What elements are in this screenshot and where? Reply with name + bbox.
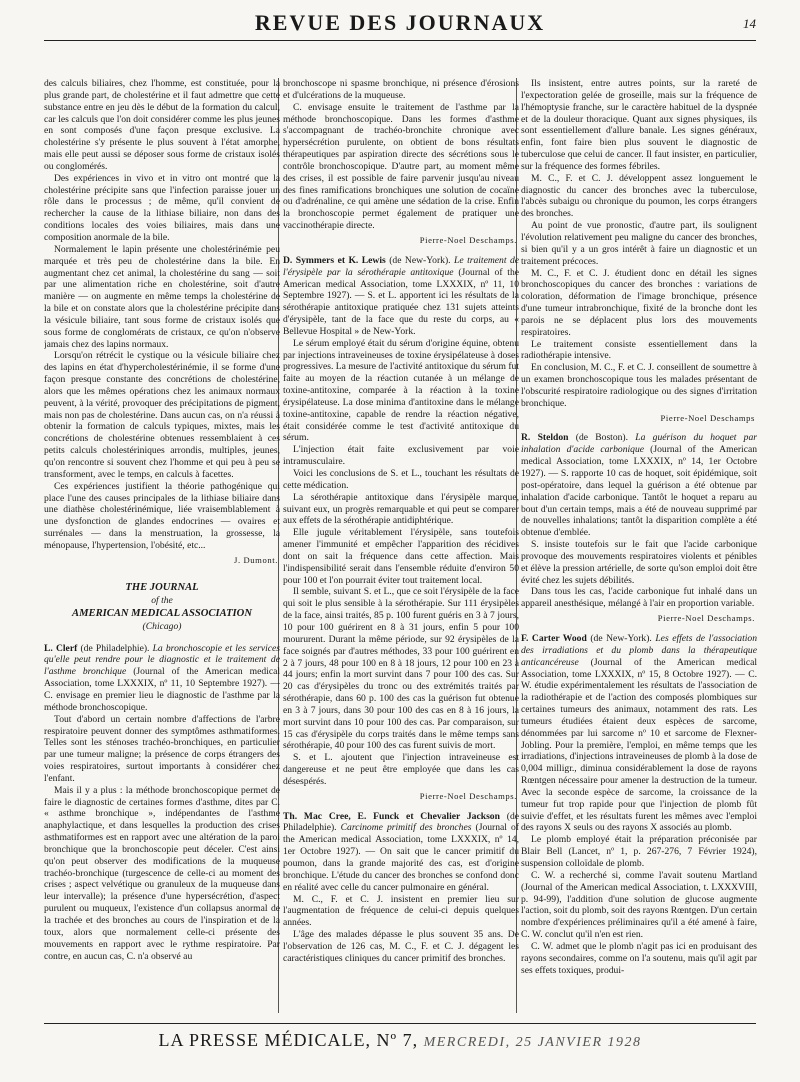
paragraph: Des expériences in vivo et in vitro ont montré que la cholestérine précipite sans que l'infection paraisse jouer un rôle dans le processus ; de même, qu'il convient de rechercher la cause de la lithiase biliaire, non dans des conditions locales des voies biliaires, mais dans une composition anormale de la bile. xyxy=(44,172,280,243)
journal-of: of the xyxy=(151,594,173,606)
article-reference: (Journal of the American medical Association, tome LXXXIX, nº 11, 10 Septembre 1927). — C. envisage en premier lieu le diagnostic de l'asthme par la méthode bronchoscopique. xyxy=(44,666,280,713)
article-reference: (Journal of the American medical Association, tome LXXXIX, nº 11, 10 Septembre 1927). — S. et L. apportent ici les résultats de la sérothérapie antitoxique pratiquée chez 131 sujets atteints d'érysipèle, tant de la face que du reste du corps, au « Bellevue Hospital » de New-York. xyxy=(283,266,519,337)
journal-association: AMERICAN MEDICAL ASSOCIATION xyxy=(72,607,252,619)
paragraph: L'âge des malades dépasse le plus souvent 35 ans. De l'observation de 126 cas, M. C., F. et C. J. dégagent les caractéristiques cliniques du cancer primitif des bronches. xyxy=(283,929,519,964)
paragraph: M. C., F. et C. J. étudient donc en détail les signes bronchoscopiques du cancer des bronches : variations de coloration, déformation de l'image bronchique, présence d'une tumeur intrabronchique, fixité de la bronche dont les parois ne se déplacent plus lors des mouvements respiratoires. xyxy=(521,267,757,338)
paragraph: M. C., F. et C. J. développent assez longuement le diagnostic du cancer des bronches avec la tuberculose, l'abcès subaigu ou chronique du poumon, les corps étrangers des bronches. xyxy=(521,172,757,220)
paragraph: Ces expériences justifient la théorie pathogénique qui place l'une des causes principales de la lithiase biliaire dans une diathèse cholestérinémique, liée vraisemblablement à une dysfonction de glandes endocrines — ovaires et surrénales — dans la menstruation, la grossesse, la ménopause, l'hypertension, l'obésité, etc... xyxy=(44,480,280,551)
article-reference: (Journal of the American medical Association, tome LXXXIX, nº 14, 1er Octobre 1927). — On sait que le cancer primitif du poumon, dans la grande majorité des cas, est d'origine bronchique. L'étude du cancer des bronches se confond donc en réalité avec celle du cancer pulmonaire en général. xyxy=(283,822,519,893)
paragraph: Ils insistent, entre autres points, sur la rareté de l'expectoration gelée de groseille, mais sur la fréquence de l'hémoptysie franche, sur le caractère habituel de la dyspnée et de la douleur thoracique. Quant aux signes physiques, ils sont essentiellement d'allure banale. Les signes généraux, enfin, font faire bien plus souvent le diagnostic de tuberculose que celui de cancer. Il faut insister, en particulier, sur la fréquence des formes fébriles. xyxy=(521,78,757,172)
article-reference: (Journal of the American medical Association, tome LXXXIX, nº 14, 1er Octobre 1927). — S. rapporte 10 cas de hoquet, soit épidémique, soit post-opératoire, dans lequel la guérison a été obtenue par inhalation d'acide carbonique. Tantôt le hoquet a reparu au bout d'un certain temps, mais a été de nouveau supprimé par de nouvelles inhalations; tantôt la disparition complète a été obtenue d'emblée. xyxy=(521,444,757,539)
article-author: Th. Mac Cree, E. Funck et Chevalier Jackson xyxy=(283,810,500,822)
article-author: R. Steldon xyxy=(521,432,569,444)
article-author: F. Carter Wood xyxy=(521,632,587,644)
article-city: (de New-York). xyxy=(590,632,652,644)
header-rule xyxy=(44,40,756,41)
paragraph: S. insiste toutefois sur le fait que l'acide carbonique provoque des mouvements respiratoires violents et pénibles et élève la pression artérielle, de sorte qu'son emploi doit être évité chez les sujets débilités. xyxy=(521,539,757,586)
page-footer xyxy=(44,1030,756,1060)
author-signature: Pierre-Noel Deschamps. xyxy=(419,790,517,801)
paragraph: Lorsqu'on rétrécit le cystique ou la vésicule biliaire chez des lapins en état d'hypercholestérinémie, il se forme d'une façon presque constante des concrétions de cholestérine, alors que les mêmes opérations chez les animaux normaux peuvent, à la vérité, provoquer des précipitations de pigment, mais non pas de cholestérine. Dans aucun cas, on n'a réussi à obtenir la formation de calculs typiques, mixtes, mais les concrétions de cholestérine obtenues ressemblaient à ces petits calculs cholestériniques arrondis, multiples, jeunes, qu'on rencontre si souvent chez l'homme et qui peu à peu se transforment, avec le temps, en calculs à facettes. xyxy=(44,350,280,480)
journal-city: (Chicago) xyxy=(142,620,182,632)
article-title: La guérison du hoquet par inhalation d'acide carbonique xyxy=(521,432,757,456)
paragraph: des calculs biliaires, chez l'homme, est constituée, pour la plus grande part, de cholestérine et il faut admettre que cette substance entre en jeu dès le début de la formation du calcul, car les calculs que l'on doit considérer comme les plus jeunes en sont composés d'une façon presque exclusive. La cholestérine s'y présente le plus souvent à l'état amorphe, mais elle peut aussi se déposer sous forme de cristaux isolés ou conglomérés. xyxy=(44,78,280,172)
column-3 xyxy=(521,78,757,1013)
author-signature: Pierre-Noel Deschamps. xyxy=(419,234,517,245)
paragraph: bronchoscope ni spasme bronchique, ni présence d'érosions et d'ulcérations de la muqueuse. xyxy=(283,78,519,101)
column-1 xyxy=(44,78,280,1013)
paragraph: C. W. admet que le plomb n'agit pas ici en produisant des rayons secondaires, comme on l'a soutenu, mais qu'il agit par ses effets toxiques, produi- xyxy=(521,940,757,976)
paragraph: Tout d'abord un certain nombre d'affections de l'arbre respiratoire peuvent donner des symptômes asthmatiformes. Telles sont les sténoses trachéo-bronchiques, en particulier par une tumeur maligne; la présence de corps étrangers des voies respiratoires, surtout importants à considérer chez l'enfant. xyxy=(44,713,280,784)
footer-rule xyxy=(44,1023,756,1024)
paragraph: Elle jugule véritablement l'érysipèle, sans toutefois amener l'immunité et empêcher l'apparition des récidives dont on sait la fréquence dans cette affection. Mais l'indispensibilité serait dans l'ensemble réduite d'environ 50 pour 100 et l'on pourrait éviter tout traitement local. xyxy=(283,527,519,586)
paragraph: Il semble, suivant S. et L., que ce soit l'érysipèle de la face qui soit le plus sensible à la sérothérapie. Sur 111 érysipèles de la face, ainsi traités, 85 p. 100 furent guéris en 3 à 7 jours, 10 pour 100 guérirent en 8 à 31 jours, enfin 5 pour 100 moururent. Durant la même période, sur 92 érysipèles de la face soignés par d'autres méthodes, 33 pour 100 guérirent en 2 à 7 jours, 48 pour 100 en 8 à 18 jours, 12 pour 100 en 23 à 44 jours; enfin la mort survint dans 7 pour 100 des cas. Sur 20 cas d'érysipèles du tronc ou des extrémités traités par sérothérapie, dans 60 p. 100 des cas la guérison fut obtenue en 3 à 7 jours, dans 30 pour 100 des cas en 8 à 16 jours, la mort survint dans 10 pour 100 des cas. Par comparaison, sur 15 cas d'érysipèle du corps traités dans le même temps sans sérothérapie, 40 pour 100 des cas furent suivis de mort. xyxy=(283,586,519,752)
article-abstract xyxy=(521,432,757,539)
journal-heading xyxy=(44,581,280,633)
paragraph: En conclusion, M. C., F. et C. J. conseillent de soumettre à un examen bronchoscopique tous les malades présentant de l'obscurité respiratoire radiologique ou des signes d'irritation bronchique. xyxy=(521,362,757,409)
paragraph: C. W. a recherché si, comme l'avait soutenu Martland (Journal of the American medical Association, t. LXXXVIII, p. 94-99), l'addition d'une solution de glucose augmente l'action, soit du plomb, soit des rayons Rœntgen. D'un certain nombre d'expériences préliminaires qu'il a été amené à faire, C. W. conclut qu'il n'en est rien. xyxy=(521,869,757,941)
article-reference: (Journal of the American medical Association, tome LXXXIX, nº 15, 8 Octobre 1927). — C. W. étudie expérimentalement les résultats de l'association de la radiothérapie et de l'action des composés plombiques sur certaines tumeurs des animaux, notamment des rats. Les tumeurs étudiées étaient deux espèces de sarcome, dénommées par lui sarcome nº 10 et sarcome de Flexner-Jobling. Pour la première, l'emploi, en même temps que les irradiations, d'injections intraveineuses de plomb à la dose de 0,004 milligr., diminua considérablement la dose de rayons Rœntgen nécessaire pour amener la destruction de la tumeur. Avec la seconde espèce de sarcome, la croissance de la tumeur fut trop rapide pour que l'injection de plomb fût suivie d'effet, et les résultats furent les mêmes avec l'emploi des rayons X seuls ou des rayons X associés au plomb. xyxy=(521,656,757,834)
author-signature: Pierre-Noel Deschamps xyxy=(660,412,755,423)
column-2 xyxy=(283,78,519,1013)
paragraph: Le plomb employé était la préparation préconisée par Blair Bell (Lancet, nº 1, p. 267-276, 7 Février 1924), suspension colloïdale de plomb. xyxy=(521,834,757,869)
article-abstract xyxy=(283,255,519,338)
journal-section-title: REVUE DES JOURNAUX xyxy=(254,10,546,35)
page-number: 14 xyxy=(743,16,756,31)
footer-date: MERCREDI, 25 JANVIER 1928 xyxy=(423,1035,642,1050)
article-city: (de Philadelphie). xyxy=(80,642,150,654)
article-city: (de Philadelphie). xyxy=(283,810,519,834)
paragraph: C. envisage ensuite le traitement de l'asthme par la méthode bronchoscopique. Dans les formes d'asthme s'accompagnant de trachéo-bronchite chronique avec hypersécrétion purulente, on obtient de bons résultats thérapeutiques par aspiration directe des sécrétions sous le contrôle bronchoscopique. D'autre part, au moment même des crises, il est possible de faire parvenir jusqu'au niveau des fines ramifications bronchiques une solution de cocaïne ou d'adrénaline, ce qui amène une sédation de la crise. Enfin la bronchoscopie permet également de pratiquer une vaccinothérapie directe. xyxy=(283,101,519,232)
paragraph: Le sérum employé était du sérum d'origine équine, obtenu par injections intraveineuses de toxine érysipélateuse à doses progressives. La mesure de l'activité antitoxique du sérum fut faite au moyen de la réaction cutanée à un mélange de toxine-antitoxine, comparée à la réaction à la toxine érysipélateuse. La dose minima d'antitoxine dans le mélange toxine-antitoxine, capable de rendre la réaction négative, était considérée comme le test d'activité antitoxique du sérum. xyxy=(283,337,519,444)
article-city: (de Boston). xyxy=(575,432,629,444)
paragraph: La sérothérapie antitoxique dans l'érysipèle marque, suivant eux, un progrès remarquable et qui peut se comparer aux effets de la sérothérapie antidiphtérique. xyxy=(283,491,519,527)
paragraph: L'injection était faite exclusivement par voie intramusculaire. xyxy=(283,444,519,468)
paragraph: Au point de vue pronostic, d'autre part, ils soulignent l'évolution relativement peu maligne du cancer des bronches, si bien qu'il y a un gros intérêt à faire un diagnostic et un traitement précoces. xyxy=(521,220,757,267)
article-abstract xyxy=(44,643,280,714)
journal-title: THE JOURNAL xyxy=(125,581,199,593)
article-author: D. Symmers et K. Lewis xyxy=(283,254,386,266)
article-title: Le traitement de l'érysipèle par la sérothérapie antitoxique xyxy=(283,254,519,278)
paragraph: S. et L. ajoutent que l'injection intraveineuse est dangereuse et ne peut être employée que dans les cas désespérés. xyxy=(283,752,519,787)
author-signature: J. Dumont. xyxy=(234,554,278,565)
article-title: Carcinome primitif des bronches xyxy=(340,822,472,834)
article-title: Les effets de l'association des irradiations et du plomb dans la thérapeutique anticancéreuse xyxy=(521,632,757,668)
paragraph: Le traitement consiste essentiellement dans la radiothérapie intensive. xyxy=(521,338,757,362)
author-signature: Pierre-Noel Deschamps. xyxy=(657,613,755,624)
paragraph: Normalement le lapin présente une cholestérinémie peu marquée et très peu de cholestérine dans la bile. En augmentant chez cet animal, la cholestérine du sang — soit par une alimentation riche en cholestérine, soit d'autre manière — on augmente en même temps la cholestérine de la bile et on constate alors que la cholestérine précipite dans la vésicule biliaire, tant sous forme de cristaux isolés que sous forme de conglomérats de cristaux, ce qu'on n'observe jamais chez des lapins normaux. xyxy=(44,243,280,350)
article-abstract xyxy=(283,811,519,894)
article-city: (de New-York). xyxy=(389,254,451,266)
article-abstract xyxy=(521,633,757,834)
page-header xyxy=(44,10,756,44)
article-title: La bronchoscopie et les services qu'elle peut rendre pour le diagnostic et le traitement de l'asthme bronchique xyxy=(44,642,280,678)
paragraph: M. C., F. et C. J. insistent en premier lieu sur l'augmentation de fréquence de celui-ci depuis quelques années. xyxy=(283,893,519,929)
article-author: L. Clerf xyxy=(44,642,78,654)
paragraph: Voici les conclusions de S. et L., touchant les résultats de cette médication. xyxy=(283,468,519,491)
paragraph: Mais il y a plus : la méthode bronchoscopique permet de faire le diagnostic de certaines formes d'asthme, dites par C. « asthme bronchique », indépendantes de l'asthme anaphylactique, et dans lesquelles la production des crises asthmatiformes est en rapport avec une altération de la paroi bronchique que la bronchoscopie peut déceler. C'est ainsi qu'on peut observer des modifications de la muqueuse trachéo-bronchique (turgescence de celle-ci au moment des crises ; aspect velvétique ou granuleux de la muqueuse dans leur intervalle); la présence d'une hypersécrétion, d'aspect purulent ou muqueux, l'existence d'un collapsus anormal de la trachée et des bronches au cours de l'inspiration et de la toux, alors que normalement celle-ci présente des mouvements en rapport avec le rythme respiratoire. Par contre, en aucun cas, C. n'a observé au xyxy=(44,784,280,962)
footer-publication: LA PRESSE MÉDICALE, Nº 7, xyxy=(158,1030,419,1050)
paragraph: Dans tous les cas, l'acide carbonique fut inhalé dans un appareil anesthésique, mélangé à l'air en proportion variable. xyxy=(521,586,757,610)
